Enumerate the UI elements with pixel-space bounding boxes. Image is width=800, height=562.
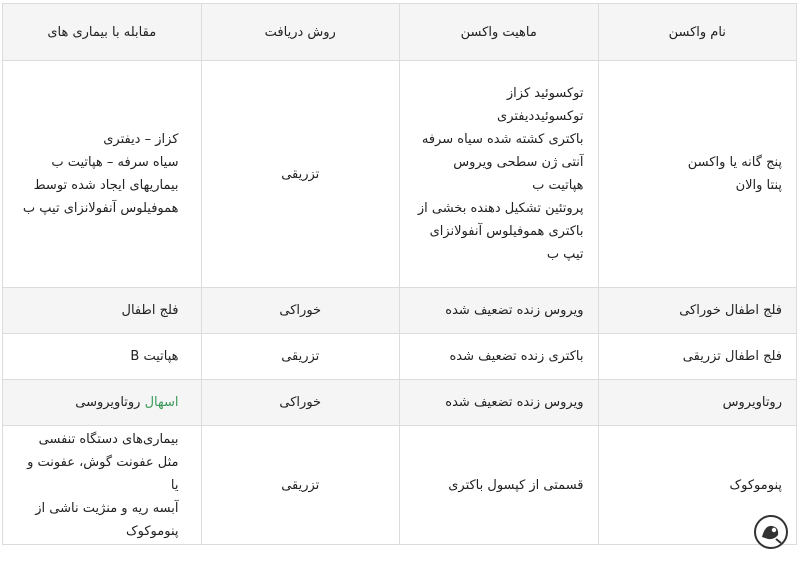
cell-line: آبسه ریه و منژیت ناشی از — [35, 500, 179, 516]
cell-line: بیماریهای ایجاد شده توسط — [33, 178, 179, 193]
cell-line: تیپ ب — [546, 247, 584, 262]
circular-watermark-logo-icon — [752, 513, 790, 551]
cell-diseases: هپاتیت B — [3, 334, 202, 380]
table-row — [3, 334, 797, 380]
cell-line: باکتری کشته شده سیاه سرفه — [421, 132, 584, 147]
cell-diseases — [3, 61, 202, 288]
cell-vaccine-name: فلج اطفال خوراکی — [598, 288, 797, 334]
header-method: روش دریافت — [201, 4, 400, 61]
table-row — [3, 61, 797, 288]
cell-line: مثل عفونت گوش، عفونت و یا — [27, 454, 179, 493]
cell-line: پنتا والان — [735, 178, 782, 193]
table-header-row — [3, 4, 797, 61]
cell-diseases: فلج اطفال — [3, 288, 202, 334]
cell-line: توکسوئیددیفتری — [497, 109, 584, 124]
table-row — [3, 426, 797, 545]
cell-vaccine-nature: قسمتی از کپسول باکتری — [400, 426, 599, 545]
cell-line: پنوموکوک — [126, 523, 179, 539]
cell-line: بیماری‌های دستگاه تنفسی — [38, 431, 179, 447]
cell-method: تزریقی — [201, 61, 400, 288]
cell-line: پنج گانه یا واکسن — [687, 155, 782, 170]
cell-line: سیاه سرفه – هپاتیت ب — [51, 155, 179, 170]
cell-vaccine-nature — [400, 61, 599, 288]
cell-method: خوراکی — [201, 288, 400, 334]
page — [0, 3, 800, 562]
cell-vaccine-name: فلج اطفال تزریقی — [598, 334, 797, 380]
cell-line: آنتی ژن سطحی ویروس — [453, 155, 584, 170]
cell-method: خوراکی — [201, 380, 400, 426]
cell-method: تزریقی — [201, 426, 400, 545]
cell-diseases — [3, 380, 202, 426]
header-vaccine-nature: ماهیت واکسن — [400, 4, 599, 61]
cell-diseases — [3, 426, 202, 545]
cell-vaccine-name: پنوموکوک — [598, 426, 797, 545]
table-row — [3, 380, 797, 426]
cell-line: کزاز – دیفتری — [103, 132, 179, 147]
table-row — [3, 288, 797, 334]
cell-line: هموفیلوس آنفولانزای تیپ ب — [22, 201, 179, 216]
cell-vaccine-name — [598, 61, 797, 288]
header-diseases: مقابله با بیماری های — [3, 4, 202, 61]
cell-text: روتاویروسی — [75, 395, 145, 410]
cell-line: هپاتیت ب — [532, 178, 584, 193]
diarrhea-link[interactable]: اسهال — [144, 395, 179, 410]
cell-vaccine-nature: باکتری زنده تضعیف شده — [400, 334, 599, 380]
cell-line: توکسوئید کزاز — [506, 86, 584, 101]
vaccine-table — [2, 3, 797, 545]
cell-line: باکتری هموفیلوس آنفولانزای — [429, 224, 584, 239]
cell-method: تزریقی — [201, 334, 400, 380]
cell-vaccine-nature: ویروس زنده تضعیف شده — [400, 380, 599, 426]
cell-line: پروتئین تشکیل دهنده بخشی از — [417, 201, 584, 216]
cell-vaccine-nature: ویروس زنده تضعیف شده — [400, 288, 599, 334]
cell-vaccine-name: روتاویروس — [598, 380, 797, 426]
header-vaccine-name: نام واکسن — [598, 4, 797, 61]
